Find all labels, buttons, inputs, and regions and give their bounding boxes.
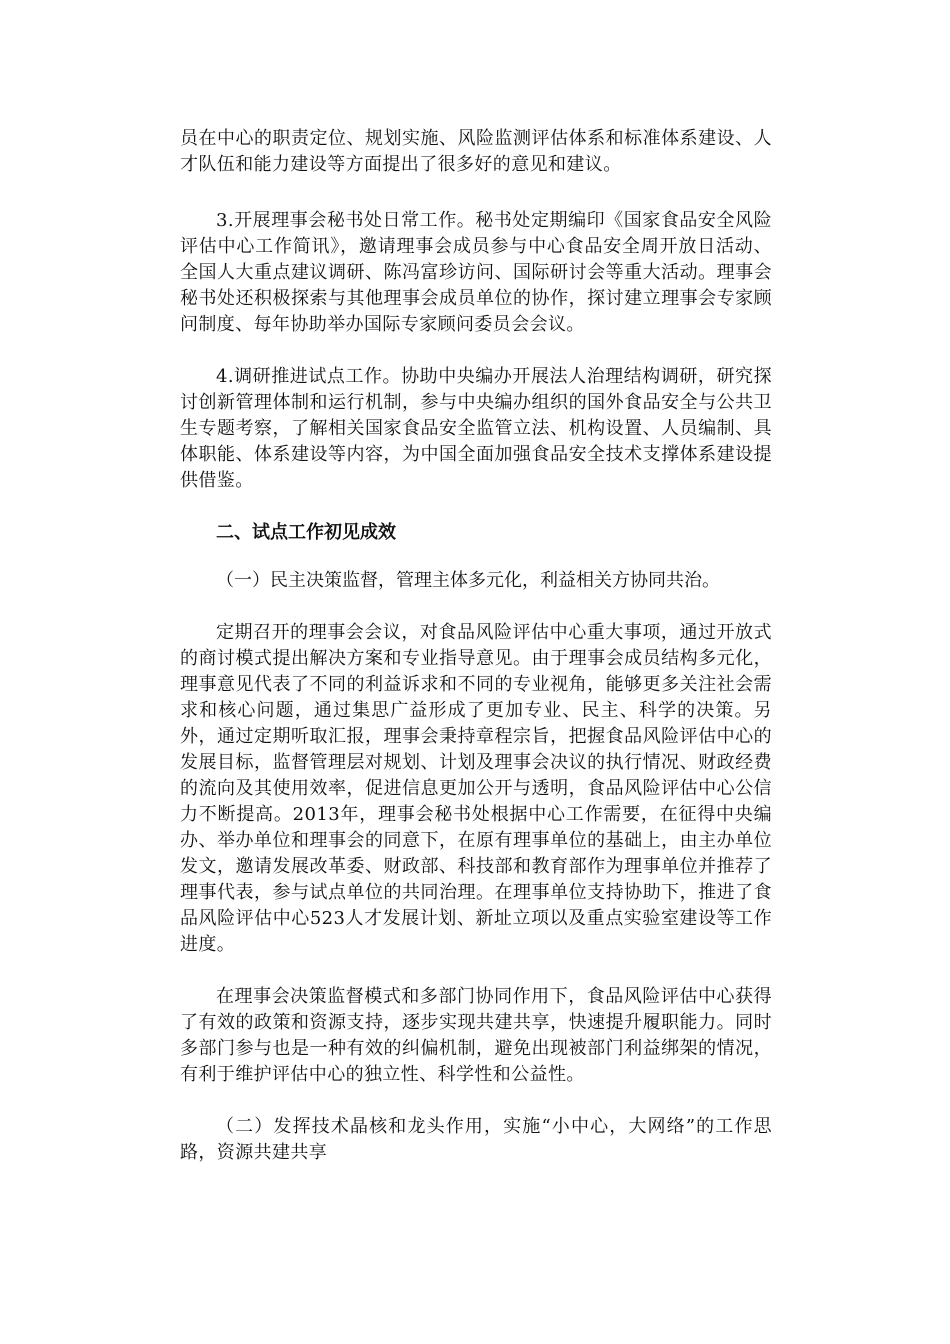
paragraph-continued: 员在中心的职责定位、规划实施、风险监测评估体系和标准体系建设、人才队伍和能力建设等方面提出了很多好的意见和建议。 bbox=[180, 128, 772, 175]
paragraph-collaboration: 在理事会决策监督模式和多部门协同作用下，食品风险评估中心获得了有效的政策和资源支持，逐步实现共建共享，快速提升履职能力。同时多部门参与也是一种有效的纠偏机制，避免出现被部门利益绑架的情况，有利于维护评估中心的独立性、科学性和公益性。 bbox=[180, 986, 772, 1085]
subsection-heading-1: （一）民主决策监督，管理主体多元化，利益相关方协同共治。 bbox=[216, 570, 720, 591]
document-page bbox=[180, 126, 772, 1192]
subsection-heading-2: （二）发挥技术晶核和龙头作用，实施“小中心，大网络”的工作思路，资源共建共享 bbox=[180, 1116, 772, 1163]
paragraph-item-3: 3.开展理事会秘书处日常工作。秘书处定期编印《国家食品安全风险评估中心工作简讯》，邀请理事会成员参与中心食品安全周开放日活动、全国人大重点建议调研、陈冯富珍访问、国际研讨会等重大活动。理事会秘书处还积极探索与其他理事会成员单位的协作，探讨建立理事会专家顾问制度、每年协助举办国际专家顾问委员会会议。 bbox=[180, 210, 772, 335]
section-heading: 二、试点工作初见成效 bbox=[216, 522, 396, 543]
paragraph-item-4: 4.调研推进试点工作。协助中央编办开展法人治理结构调研，研究探讨创新管理体制和运行机制，参与中央编办组织的国外食品安全与公共卫生专题考察，了解相关国家食品安全监管立法、机构设置、人员编制、具体职能、体系建设等内容，为中国全面加强食品安全技术支撑体系建设提供借鉴。 bbox=[180, 366, 772, 491]
paragraph-decision: 定期召开的理事会会议，对食品风险评估中心重大事项，通过开放式的商讨模式提出解决方案和专业指导意见。由于理事会成员结构多元化，理事意见代表了不同的利益诉求和不同的专业视角，能够更多关注社会需求和核心问题，通过集思广益形成了更加专业、民主、科学的决策。另外，通过定期听取汇报，理事会秉持章程宗旨，把握食品风险评估中心的发展目标，监督管理层对规划、计划及理事会决议的执行情况、财政经费的流向及其使用效率，促进信息更加公开与透明，食品风险评估中心公信力不断提高。2013年，理事会秘书处根据中心工作需要，在征得中央编办、举办单位和理事会的同意下，在原有理事单位的基础上，由主办单位发文，邀请发展改革委、财政部、科技部和教育部作为理事单位并推荐了理事代表，参与试点单位的共同治理。在理事单位支持协助下，推进了食品风险评估中心523人才发展计划、新址立项以及重点实验室建设等工作进度。 bbox=[180, 622, 772, 955]
